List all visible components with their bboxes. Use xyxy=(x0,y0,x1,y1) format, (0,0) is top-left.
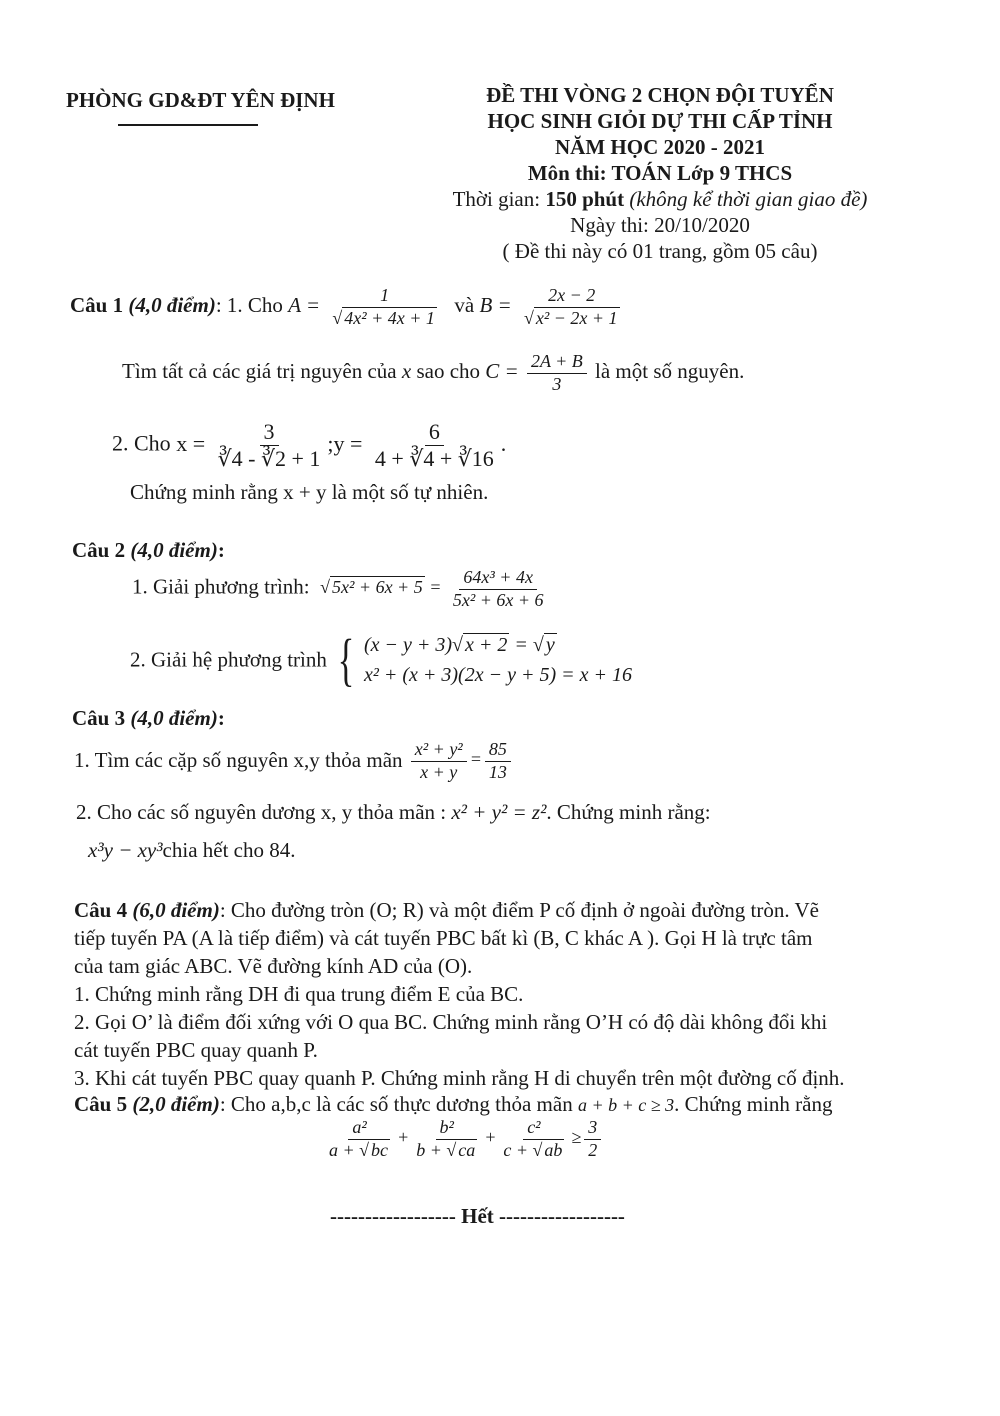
q3-points: (4,0 điểm) xyxy=(130,706,218,730)
q3-part2-c: chia hết cho 84. xyxy=(162,838,296,862)
q4-head: Câu 4 xyxy=(74,898,128,922)
q4-item2-l1: 2. Gọi O’ là điểm đối xứng với O qua BC. Chứng minh rằng O’H có độ dài không đổi khi xyxy=(74,1010,828,1034)
q4-item1: 1. Chứng minh rằng DH đi qua trung điểm E của BC. xyxy=(74,982,524,1006)
math-expr: x³y − xy³ xyxy=(88,838,163,862)
q2-head: Câu 2 xyxy=(72,538,126,562)
q5-points: (2,0 điểm) xyxy=(132,1092,220,1116)
q1-head: Câu 1 xyxy=(70,293,124,318)
issuing-office: PHÒNG GD&ĐT YÊN ĐỊNH xyxy=(66,88,335,112)
q4-intro-l2: tiếp tuyến PA (A là tiếp điểm) và cát tuyến PBC bất kì (B, C khác A ). Gọi H là trực tâm xyxy=(74,926,813,950)
q1-find: Tìm tất cả các giá trị nguyên của x sao cho C = $\frac{2A + B}{3}$ là một số nguyên. xyxy=(122,351,745,394)
q3-part2-line2 xyxy=(88,838,296,863)
q3-part2-b: . Chứng minh rằng: xyxy=(546,800,711,824)
end-dashes-left: ------------------ xyxy=(330,1204,456,1228)
exam-title-line2: HỌC SINH GIỎI DỰ THI CẤP TỈNH xyxy=(487,109,833,133)
exam-subject: Môn thi: TOÁN Lớp 9 THCS xyxy=(527,161,793,185)
q4-line1 xyxy=(74,896,948,924)
pages-note: ( Đề thi này có 01 trang, gồm 05 câu) xyxy=(502,239,818,263)
q2-part2 xyxy=(130,627,632,692)
math-inequality: $\frac{\text{a²}}{a + √ bc}$ + $\frac{\text{b²}}{b + √ ca}$ + $\frac{\text{c²}}{c + √ ab}$ ≥ $\frac{3}{2}$ xyxy=(322,1118,604,1161)
exam-title-line1: ĐỀ THI VÒNG 2 CHỌN ĐỘI TUYỂN xyxy=(486,83,834,107)
q5-intro: : Cho a,b,c là các số thực dương thỏa mãn xyxy=(219,1092,573,1116)
math-A-def: A = $\frac{1}{\text{√ 4x² + 4x + 1}}$ xyxy=(288,285,435,328)
q2-part1 xyxy=(132,568,551,611)
q5-head: Câu 5 xyxy=(74,1092,128,1116)
exam-header xyxy=(420,82,900,264)
q4-points: (6,0 điểm) xyxy=(132,898,220,922)
and-word: và xyxy=(454,293,475,318)
find-mid: sao cho xyxy=(416,359,481,384)
q3-head: Câu 3 xyxy=(72,706,126,730)
q2-part1-text: 1. Giải phương trình: xyxy=(132,574,310,599)
end-word: Hết xyxy=(461,1204,494,1228)
school-year: NĂM HỌC 2020 - 2021 xyxy=(555,135,765,159)
q3-part1 xyxy=(74,740,514,783)
find-text: Tìm tất cả các giá trị nguyên của xyxy=(122,359,397,384)
math-condition: a + b + c ≥ 3 xyxy=(577,1095,675,1115)
end-marker xyxy=(330,1204,625,1229)
q3-part2 xyxy=(76,800,711,825)
exam-date: Ngày thi: 20/10/2020 xyxy=(570,213,750,237)
exam-time xyxy=(420,186,900,212)
time-value: 150 phút xyxy=(545,187,625,211)
math-xy-def: x = $\frac{3}{∛4 - ∛2 + 1}$ ;y = $\frac{6}{4 + ∛4 + ∛16}$ . xyxy=(176,419,507,472)
q4-item3: 3. Khi cát tuyến PBC quay quanh P. Chứng minh rằng H di chuyển trên một đường cố định. xyxy=(74,1066,845,1090)
math-pythag: x² + y² = z² xyxy=(451,800,547,824)
math-B-def: B = $\frac{2x - 2}{\text{√ x² − 2x + 1}}$ xyxy=(479,285,618,328)
time-note: (không kể thời gian giao đề) xyxy=(629,187,868,211)
time-prefix: Thời gian: xyxy=(452,187,546,211)
q4-intro-l3: của tam giác ABC. Vẽ đường kính AD của (O). xyxy=(74,954,473,978)
q5-intro-end: . Chứng minh rằng xyxy=(674,1092,833,1116)
q1-points: (4,0 điểm) xyxy=(128,293,216,318)
math-C-def: C = $\frac{2A + B}{3}$ xyxy=(485,359,595,383)
q1-part2-prefix: 2. Cho xyxy=(112,430,171,456)
q3-part2-a: 2. Cho các số nguyên dương x, y thỏa mãn : xyxy=(76,800,447,824)
q2-part2-text: 2. Giải hệ phương trình xyxy=(130,647,327,672)
q2-heading: Câu 2 (4,0 điểm): xyxy=(72,538,225,562)
q1-part2 xyxy=(112,420,506,471)
q2-points: (4,0 điểm) xyxy=(130,538,218,562)
math-eq1: √ 5x² + 6x + 5 = $\frac{\text{64x³ + 4x}}{\text{5x² + 6x + 6}}$ xyxy=(320,567,544,610)
office-underline xyxy=(118,124,258,126)
math-ratio: $\frac{\text{x² + y²}}{x + y}$ = $\frac{85}{13}$ xyxy=(408,749,514,769)
q1-prove: Chứng minh rằng x + y là một số tự nhiên. xyxy=(130,480,489,504)
q1-part1 xyxy=(70,286,627,329)
q3-heading: Câu 3 (4,0 điểm): xyxy=(72,706,225,730)
math-system: { (x − y + 3)√ x + 2 = √ y x² + (x + 3)(2x − y + 5) = x + 16 xyxy=(337,627,632,692)
q3-part1-text: 1. Tìm các cặp số nguyên x,y thỏa mãn xyxy=(74,748,403,773)
q4-block xyxy=(74,896,948,1092)
q4-item2-l2: cát tuyến PBC quay quanh P. xyxy=(74,1038,318,1062)
end-dashes-right: ------------------ xyxy=(499,1204,625,1228)
q5-line xyxy=(74,1092,833,1117)
find-end: là một số nguyên. xyxy=(595,359,745,384)
q1-part1-prefix: : 1. Cho xyxy=(215,293,283,318)
q4-intro-l1: : Cho đường tròn (O; R) và một điểm P cố định ở ngoài đường tròn. Vẽ xyxy=(219,898,819,922)
